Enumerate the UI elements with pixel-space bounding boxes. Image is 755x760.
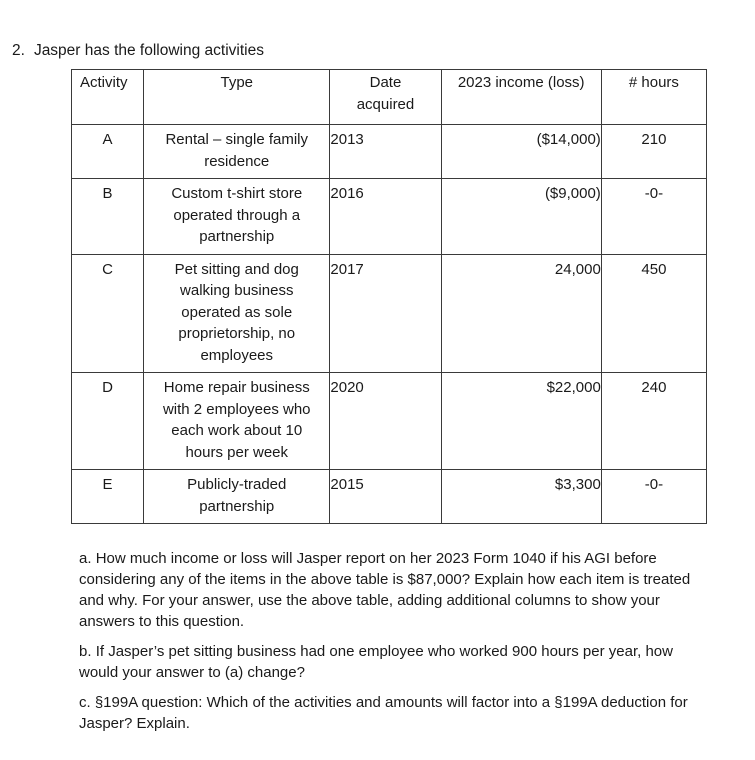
type-line: Rental – single family (165, 131, 309, 148)
cell-income: ($14,000) (441, 125, 601, 179)
question-c-text: §199A question: Which of the activities and amounts will factor into a §199A deduction for Jasper? Explain. (79, 694, 688, 732)
header-income: 2023 income (loss) (441, 70, 601, 125)
cell-activity: E (72, 470, 144, 524)
question-c (64, 692, 694, 734)
table-row (72, 254, 707, 373)
type-line: partnership (199, 497, 275, 515)
type-line: operated as sole (181, 303, 293, 321)
cell-income: 24,000 (441, 254, 601, 373)
table-row (72, 125, 707, 179)
table-row (72, 470, 707, 524)
type-line: Home repair business (163, 379, 310, 396)
cell-activity: A (72, 125, 144, 179)
cell-activity: D (72, 373, 144, 470)
question-b-label: b. (79, 643, 92, 660)
problem-title: Jasper has the following activities (33, 42, 264, 59)
cell-hours: -0- (601, 179, 706, 255)
table-row (72, 373, 707, 470)
cell-type (144, 254, 330, 373)
type-line: Custom t-shirt store (171, 185, 303, 202)
cell-hours: 240 (601, 373, 706, 470)
question-c-label: c. (79, 694, 91, 711)
table-row (72, 179, 707, 255)
question-b-text: If Jasper’s pet sitting business had one employee who worked 900 hours per year, how would your answer to (a) change? (79, 643, 673, 681)
cell-type (144, 125, 330, 179)
cell-date: 2015 (330, 470, 441, 524)
cell-type (144, 373, 330, 470)
type-line: each work about 10 (171, 422, 303, 439)
activities-table (71, 69, 707, 524)
cell-income: $22,000 (441, 373, 601, 470)
cell-hours: 210 (601, 125, 706, 179)
problem-number: 2. (12, 42, 25, 59)
cell-activity: C (72, 254, 144, 373)
cell-date: 2016 (330, 179, 441, 255)
header-activity: Activity (72, 70, 144, 125)
question-a (64, 548, 694, 632)
cell-date: 2020 (330, 373, 441, 470)
type-line: partnership (199, 228, 275, 245)
cell-income: $3,300 (441, 470, 601, 524)
type-line: Publicly-traded (187, 476, 287, 493)
header-date (330, 70, 441, 125)
question-a-label: a. (79, 550, 92, 567)
cell-type (144, 179, 330, 255)
type-line: hours per week (185, 443, 289, 461)
type-line: walking business (180, 282, 294, 299)
question-b (64, 641, 694, 683)
type-line: residence (204, 152, 270, 170)
questions-list (79, 548, 694, 734)
cell-date: 2013 (330, 125, 441, 179)
table-header-row (72, 70, 707, 125)
type-line: operated through a (173, 206, 301, 224)
question-a-text: How much income or loss will Jasper report on her 2023 Form 1040 if his AGI before considering any of the items in the above table is $87,000? Explain how each item is treated and why. For your answer, use the above table, adding additional columns to show your answers to this question. (79, 550, 691, 630)
type-line: Pet sitting and dog (174, 260, 299, 278)
type-line: with 2 employees who (162, 400, 311, 418)
cell-type (144, 470, 330, 524)
header-hours: # hours (601, 70, 706, 125)
problem-heading (12, 42, 264, 60)
cell-income: ($9,000) (441, 179, 601, 255)
header-type: Type (144, 70, 330, 125)
header-date-line1: Date (369, 74, 402, 91)
type-line: employees (200, 346, 274, 364)
cell-hours: -0- (601, 470, 706, 524)
cell-date: 2017 (330, 254, 441, 373)
header-date-line2: acquired (356, 95, 415, 113)
cell-hours: 450 (601, 254, 706, 373)
cell-activity: B (72, 179, 144, 255)
type-line: proprietorship, no (178, 325, 296, 342)
